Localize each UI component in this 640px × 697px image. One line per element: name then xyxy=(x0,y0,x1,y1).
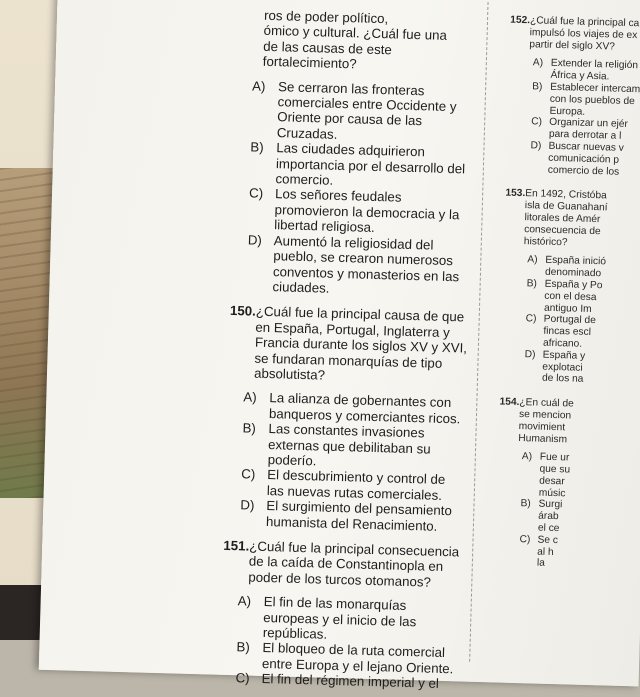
question-text-line: Francia durante los siglos XV y XVI, xyxy=(254,334,468,356)
answer-option xyxy=(219,77,511,147)
question-text-line: en España, Portugal, Inglaterra y xyxy=(255,319,450,340)
question-block xyxy=(208,303,504,536)
option-text-line: fincas escl xyxy=(543,325,592,339)
option-text-line: de los na xyxy=(541,372,584,386)
option-text-line: El bloqueo de la ruta comercial xyxy=(262,640,446,661)
answer-option xyxy=(216,185,507,239)
question-text-line: absolutista? xyxy=(253,365,326,383)
option-text-line: Se cerraron las fronteras xyxy=(277,78,425,98)
question-text-line: ¿Cuál fue la principal causa de que xyxy=(255,303,465,325)
question-text-line: partir del siglo XV? xyxy=(529,38,616,53)
question-number: 153. xyxy=(505,187,526,200)
option-text-line: explotaci xyxy=(542,361,583,374)
option-text-line: desar xyxy=(539,475,565,488)
option-letter: B) xyxy=(520,498,531,510)
question-text-line: poder de los turcos otomanos? xyxy=(248,569,432,590)
option-text-line: entre Europa y el lejano Oriente. xyxy=(261,655,454,677)
option-text-line: ciudades. xyxy=(272,279,330,296)
option-text-line: África y Asia. xyxy=(550,69,610,83)
option-text-line: El surgimiento del pensamiento xyxy=(266,498,453,519)
option-letter: A) xyxy=(251,78,266,94)
option-text-line: europeas y el inicio de las xyxy=(263,609,417,629)
option-text-line: árab xyxy=(538,510,559,523)
option-text-line: poderío. xyxy=(267,452,317,469)
question-text-line: ¿Cuál fue la principal consecuencia xyxy=(249,538,460,560)
answer-options xyxy=(496,57,640,179)
option-letter: C) xyxy=(248,185,264,202)
option-text-line: Las constantes invasiones xyxy=(268,421,425,441)
answer-option xyxy=(205,593,496,647)
answer-option xyxy=(497,80,640,120)
question-text-line: de las causas de este xyxy=(263,38,393,58)
answer-options xyxy=(490,254,640,388)
option-text-line: externas que debilitaban su xyxy=(267,436,431,457)
option-text-line: con los pueblos de xyxy=(549,93,635,107)
option-letter: B) xyxy=(532,81,543,93)
question-text-line: ómico y cultural. ¿Cuál fue una xyxy=(263,23,448,44)
option-text-line: comerciales entre Occidente y xyxy=(277,94,457,115)
option-letter: A) xyxy=(527,254,538,266)
answer-option xyxy=(214,231,506,301)
option-letter: A) xyxy=(532,57,544,69)
option-letter: D) xyxy=(240,497,255,513)
option-text-line: Buscar nuevas v xyxy=(548,140,624,154)
question-block xyxy=(485,396,640,573)
answer-options xyxy=(214,77,510,301)
option-letter: C) xyxy=(519,533,531,546)
answer-option xyxy=(209,420,500,474)
column-left xyxy=(203,7,512,693)
option-text-line: España inició xyxy=(545,255,607,268)
question-text-line: ros de poder político, xyxy=(263,7,389,27)
answer-option xyxy=(492,277,640,317)
answer-options xyxy=(203,593,495,693)
answer-option xyxy=(217,139,508,193)
option-text-line: Los señores feudales xyxy=(274,186,402,206)
answer-option xyxy=(490,348,640,388)
option-text-line: comercio de los xyxy=(547,164,620,178)
option-text-line: antiguo Im xyxy=(543,302,592,315)
option-text-line: importancia por el desarrollo del xyxy=(275,155,466,177)
option-text-line: Surgi xyxy=(538,499,563,511)
option-text-line: España y Po xyxy=(544,278,603,292)
option-letter: D) xyxy=(530,140,542,152)
option-text-line: Portugal de xyxy=(543,314,596,327)
question-text-line: histórico? xyxy=(523,235,568,248)
question-block xyxy=(490,188,640,388)
option-letter: C) xyxy=(241,466,256,483)
option-text-line: Las ciudades adquirieron xyxy=(276,140,426,160)
option-letter: C) xyxy=(525,313,537,325)
answer-option xyxy=(491,313,640,353)
option-letter: C) xyxy=(531,116,543,128)
option-text-line: comercio. xyxy=(275,171,334,188)
option-text-line: El fin del régimen imperial y el xyxy=(261,671,440,692)
option-letter: A) xyxy=(243,389,257,406)
question-block xyxy=(496,14,640,179)
question-text-line: se fundaran monarquías de tipo xyxy=(254,350,443,371)
question-text-line: ¿Cuál fue la principal ca xyxy=(529,15,640,30)
question-number: 150. xyxy=(229,303,257,319)
question-text-line: isla de Guanahaní xyxy=(524,200,608,214)
question-text-line: litorales de Amér xyxy=(524,212,601,226)
option-text-line: La alianza de gobernantes con xyxy=(269,390,452,411)
question-number: 152. xyxy=(510,14,531,27)
option-letter: B) xyxy=(242,420,257,436)
option-text-line: El fin de las monarquías xyxy=(263,594,407,614)
option-text-line: el ce xyxy=(537,522,560,535)
option-text-line: Aumentó la religiosidad del xyxy=(273,232,434,253)
option-text-line: Fue ur xyxy=(539,451,570,464)
exam-sheet xyxy=(39,0,640,692)
option-text-line: Organizar un ejér xyxy=(549,117,629,131)
answer-options xyxy=(208,389,502,536)
question-number: 154. xyxy=(499,396,520,409)
option-text-line: al h xyxy=(537,546,554,558)
option-letter: B) xyxy=(526,278,538,290)
question-text-line: En 1492, Cristóba xyxy=(525,188,607,202)
option-text-line: Oriente por causa de las xyxy=(277,109,423,129)
question-text-line: se mencion xyxy=(518,408,572,422)
question-number: 151. xyxy=(223,537,250,554)
option-text-line: para derrotar a l xyxy=(548,128,622,142)
question-text-line: consecuencia de xyxy=(524,223,601,237)
option-text-line: El descubrimiento y control de xyxy=(267,467,446,488)
question-149-stem xyxy=(221,7,513,77)
option-text-line: Cruzadas. xyxy=(276,125,338,142)
question-text-line: movimient xyxy=(518,420,566,434)
option-text-line: conventos y monasterios en las xyxy=(272,263,460,284)
question-text-line: impulsó los viajes de ex xyxy=(529,26,638,41)
option-text-line: repúblicas. xyxy=(262,625,328,642)
option-letter: B) xyxy=(250,139,264,156)
option-text-line: con el desa xyxy=(544,290,597,303)
option-letter: B) xyxy=(236,639,250,656)
answer-option xyxy=(487,450,640,502)
option-letter: D) xyxy=(524,348,536,361)
option-text-line: Europa. xyxy=(549,105,586,118)
answer-option xyxy=(485,533,640,573)
option-text-line: que su xyxy=(539,463,571,476)
option-letter: C) xyxy=(235,670,250,686)
option-letter: A) xyxy=(237,593,252,609)
option-text-line: comunicación p xyxy=(548,152,620,166)
option-text-line: Establecer intercam xyxy=(550,81,640,96)
option-text-line: las nuevas rutas comerciales. xyxy=(266,482,443,503)
question-text-line: Humanism xyxy=(518,432,568,445)
option-text-line: Extender la religión xyxy=(550,58,639,72)
option-text-line: humanista del Renacimiento. xyxy=(265,513,438,534)
answer-option xyxy=(496,139,640,179)
question-text-line: ¿En cuál de xyxy=(519,397,574,410)
option-letter: D) xyxy=(247,232,263,248)
option-text-line: España y xyxy=(542,349,586,362)
option-text-line: denominado xyxy=(544,266,602,280)
option-text-line: promovieron la democracia y la xyxy=(274,202,460,223)
question-text-line: de la caída de Constantinopla en xyxy=(248,553,444,575)
option-text-line: africano. xyxy=(542,337,583,350)
question-block xyxy=(203,537,497,693)
option-text-line: Se c xyxy=(537,534,559,547)
answer-option xyxy=(486,498,640,538)
option-text-line: pueblo, se crearon numerosos xyxy=(273,248,454,269)
column-right xyxy=(485,14,640,573)
option-text-line: músic xyxy=(538,487,566,500)
answer-options xyxy=(485,450,640,572)
question-text-line: fortalecimiento? xyxy=(262,53,357,72)
option-letter: A) xyxy=(521,451,533,463)
option-text-line: la xyxy=(536,558,545,570)
option-text-line: libertad religiosa. xyxy=(274,217,375,236)
option-text-line: banqueros y comerciantes ricos. xyxy=(268,405,461,427)
